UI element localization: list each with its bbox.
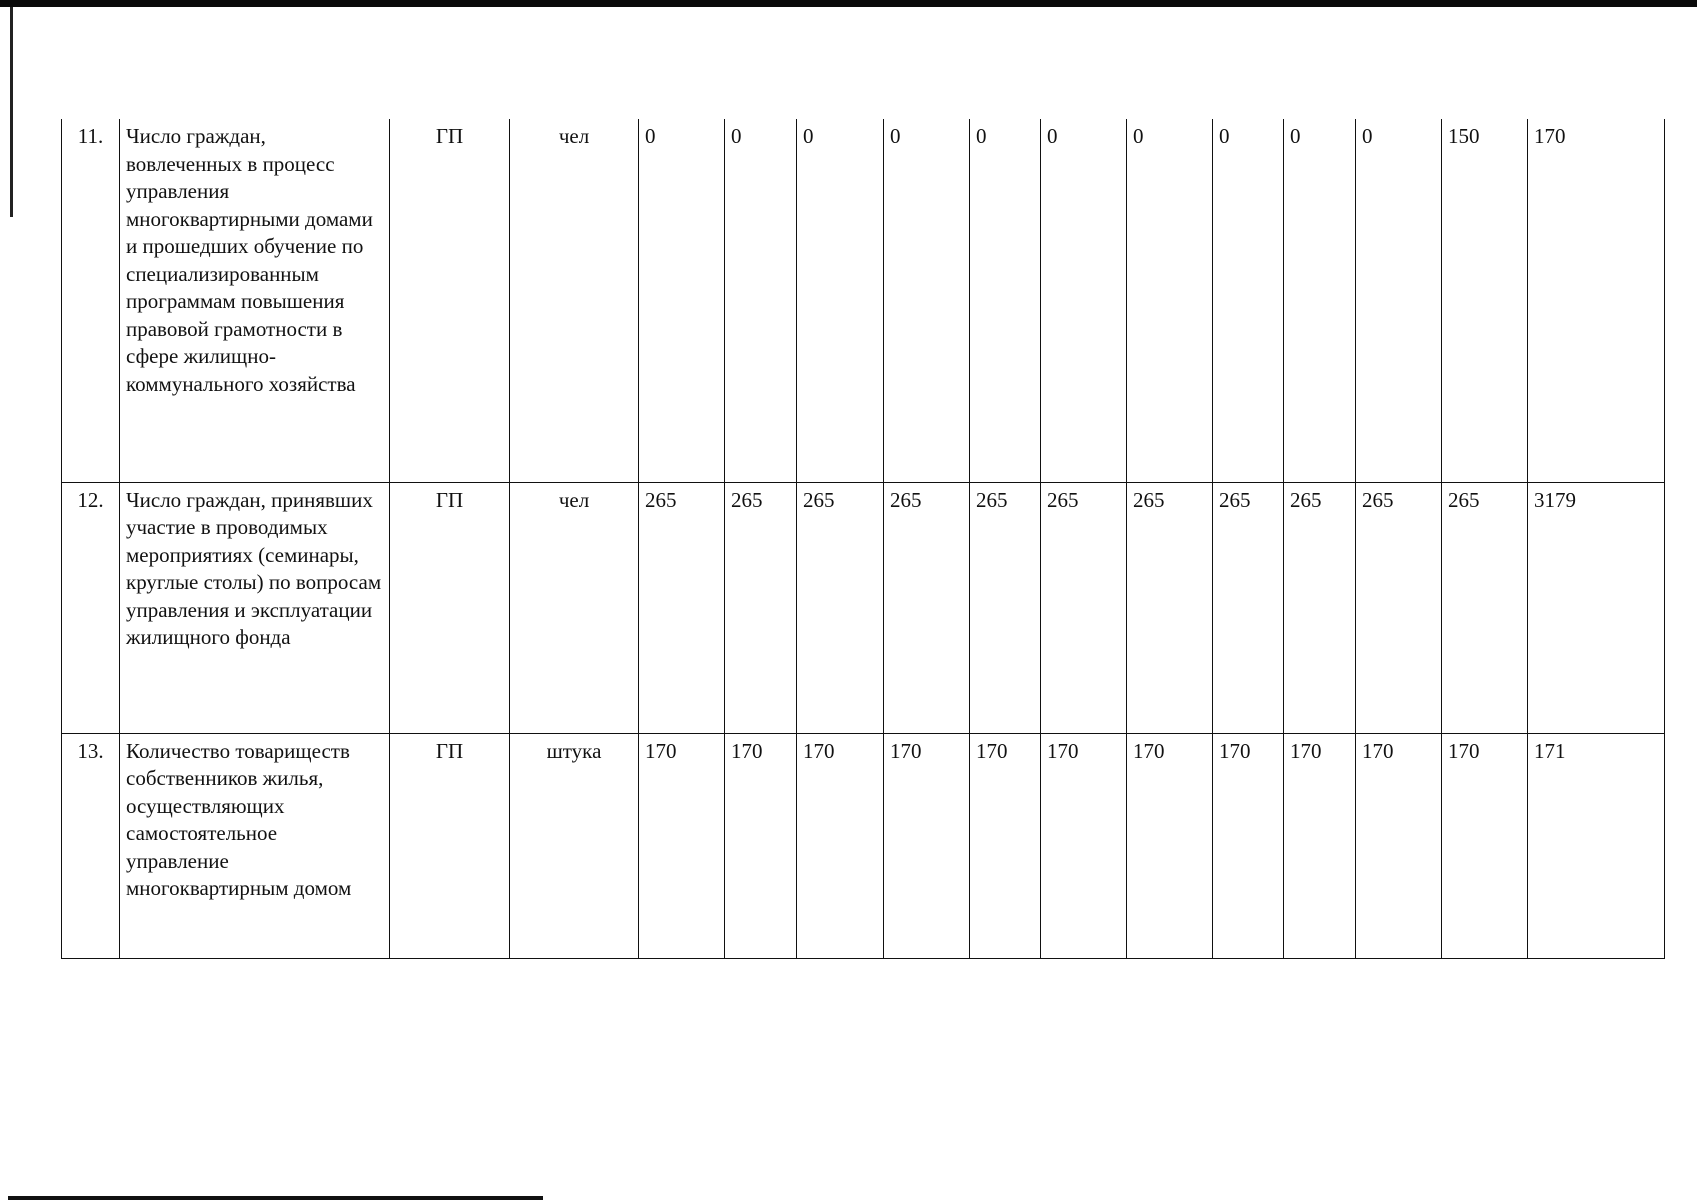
- value-cell: 3179: [1528, 482, 1665, 733]
- scan-border-top: [0, 0, 1697, 7]
- value-cell: 265: [1127, 482, 1213, 733]
- table-row: [62, 119, 1665, 482]
- table-row: [62, 733, 1665, 958]
- row-number: 12.: [62, 482, 120, 733]
- scan-border-left: [10, 7, 13, 217]
- value-cell: 0: [725, 119, 797, 482]
- value-cell: 150: [1442, 119, 1528, 482]
- value-cell: 170: [1356, 733, 1442, 958]
- source-cell: ГП: [390, 482, 510, 733]
- value-cell: 170: [639, 733, 725, 958]
- value-cell: 0: [639, 119, 725, 482]
- unit-cell: чел: [510, 119, 639, 482]
- value-cell: 265: [1284, 482, 1356, 733]
- row-number: 13.: [62, 733, 120, 958]
- value-cell: 170: [1442, 733, 1528, 958]
- value-cell: 170: [884, 733, 970, 958]
- source-cell: ГП: [390, 733, 510, 958]
- unit-cell: чел: [510, 482, 639, 733]
- value-cell: 170: [1213, 733, 1284, 958]
- value-cell: 0: [1127, 119, 1213, 482]
- unit-cell: штука: [510, 733, 639, 958]
- value-cell: 265: [1213, 482, 1284, 733]
- indicators-table: [61, 119, 1665, 959]
- value-cell: 170: [725, 733, 797, 958]
- value-cell: 265: [797, 482, 884, 733]
- scan-border-bottom: [8, 1196, 543, 1200]
- value-cell: 0: [1041, 119, 1127, 482]
- value-cell: 265: [970, 482, 1041, 733]
- value-cell: 170: [1284, 733, 1356, 958]
- value-cell: 0: [1356, 119, 1442, 482]
- value-cell: 171: [1528, 733, 1665, 958]
- value-cell: 170: [1041, 733, 1127, 958]
- indicator-name: Число граждан, вовлеченных в процесс управления многоквартирными домами и прошедших обучение по специализированным программам повышения правовой грамотности в сфере жилищно-коммунального хозяйства: [120, 119, 390, 482]
- value-cell: 170: [970, 733, 1041, 958]
- source-cell: ГП: [390, 119, 510, 482]
- value-cell: 170: [1528, 119, 1665, 482]
- value-cell: 170: [797, 733, 884, 958]
- value-cell: 265: [1356, 482, 1442, 733]
- value-cell: 265: [1041, 482, 1127, 733]
- value-cell: 170: [1127, 733, 1213, 958]
- row-number: 11.: [62, 119, 120, 482]
- value-cell: 0: [884, 119, 970, 482]
- value-cell: 265: [884, 482, 970, 733]
- value-cell: 265: [639, 482, 725, 733]
- indicator-name: Количество товариществ собственников жилья, осуществляющих самостоятельное управление многоквартирным домом: [120, 733, 390, 958]
- table-row: [62, 482, 1665, 733]
- value-cell: 0: [1213, 119, 1284, 482]
- indicator-name: Число граждан, принявших участие в проводимых мероприятиях (семинары, круглые столы) по вопросам управления и эксплуатации жилищного фонда: [120, 482, 390, 733]
- value-cell: 0: [970, 119, 1041, 482]
- value-cell: 265: [725, 482, 797, 733]
- value-cell: 0: [797, 119, 884, 482]
- value-cell: 0: [1284, 119, 1356, 482]
- value-cell: 265: [1442, 482, 1528, 733]
